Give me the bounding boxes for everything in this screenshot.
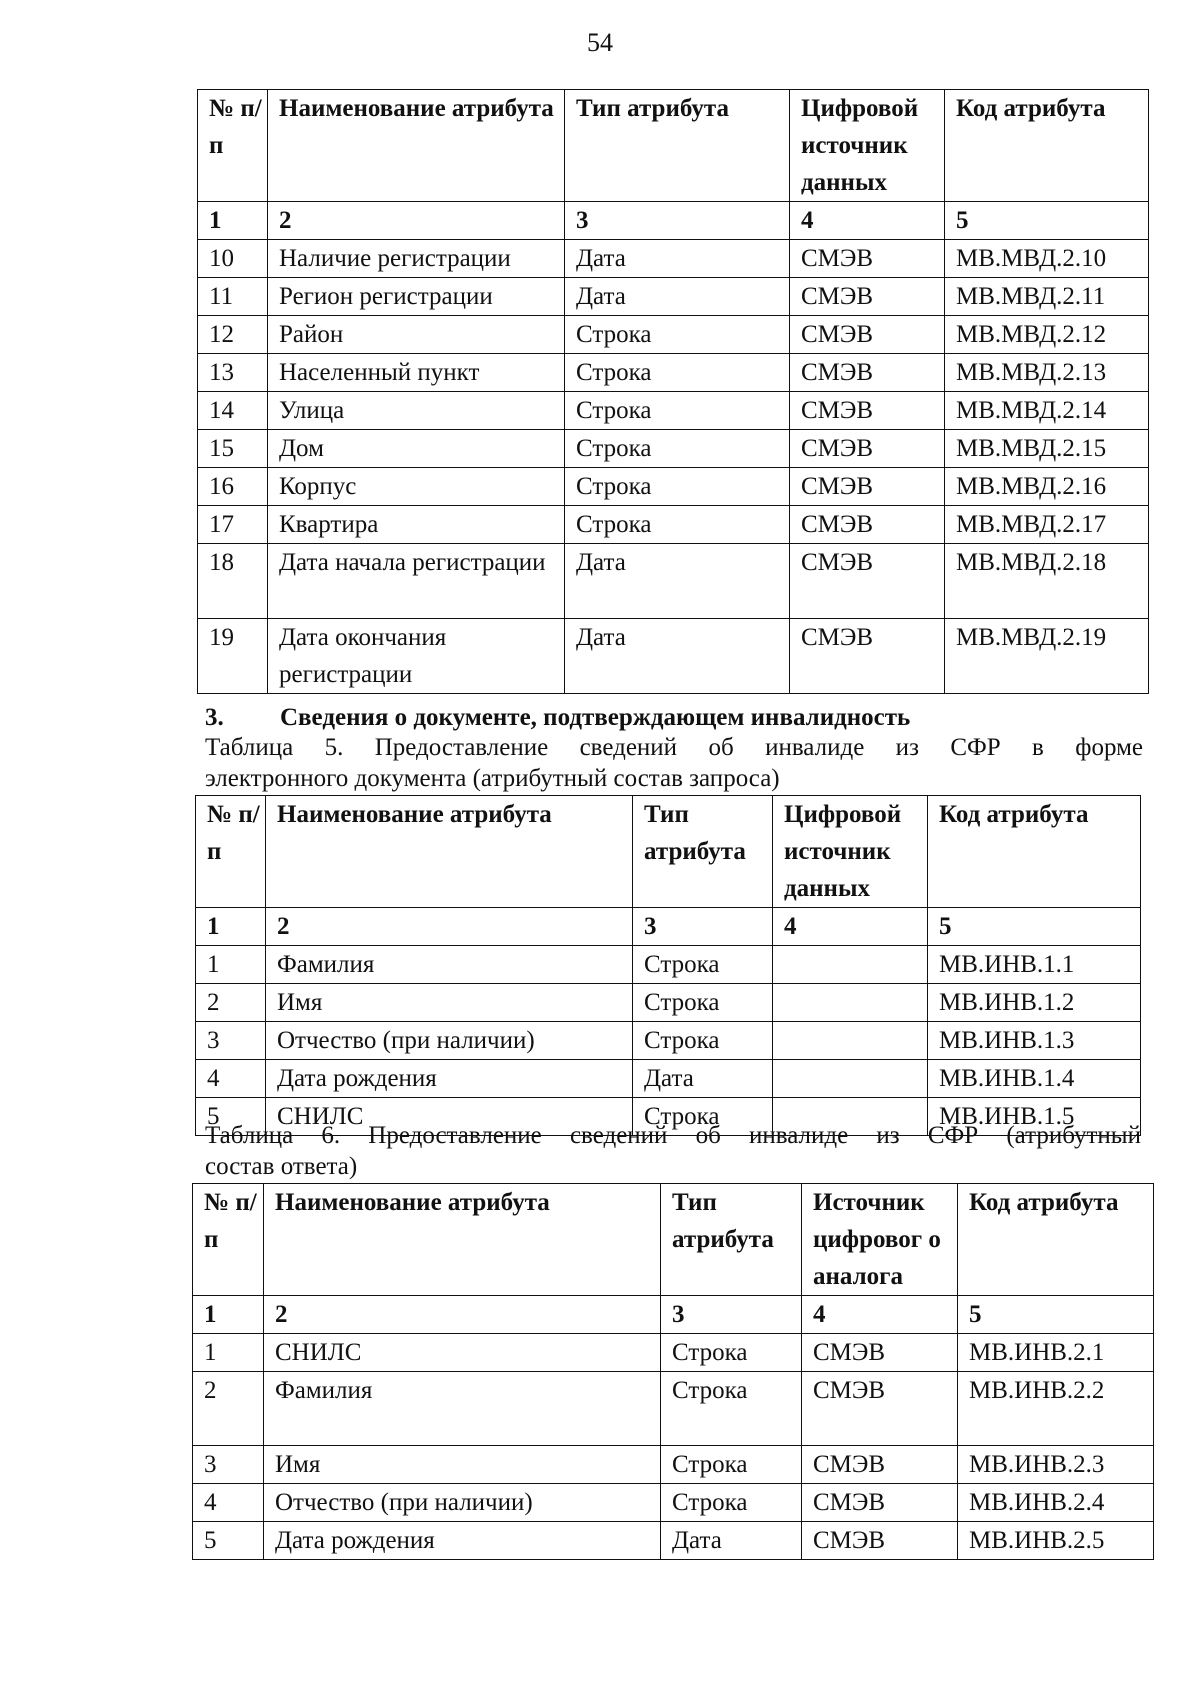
col-type-text: 3 <box>672 1301 685 1328</box>
col-source-text: СМЭВ <box>813 1489 886 1516</box>
col-name-text: Наименование атрибута <box>279 95 554 122</box>
col-type-text: 3 <box>644 913 657 940</box>
col-code-text: МВ.ИНВ.2.2 <box>969 1377 1105 1404</box>
col-source-text: СМЭВ <box>801 549 874 576</box>
column-index-row-col-type <box>661 1296 802 1334</box>
col-number-text: 18 <box>209 549 234 576</box>
col-code-text: МВ.МВД.2.18 <box>956 549 1107 576</box>
col-type-text: Строка <box>672 1489 748 1516</box>
table-row-col-number <box>193 1446 264 1484</box>
col-name-text: Отчество (при наличии) <box>275 1489 533 1516</box>
col-number-text: 11 <box>209 283 234 310</box>
section-heading <box>205 704 1165 732</box>
header-row-col-number <box>196 796 266 908</box>
table-row <box>196 1022 1141 1060</box>
table5-caption-line2: электронного документа (атрибутный состав запроса) <box>205 765 780 792</box>
table5-caption-line1: Таблица 5. Предоставление сведений об инвалиде из СФР в форме <box>205 734 1143 761</box>
table-row-col-code <box>958 1372 1154 1446</box>
col-source-text: СМЭВ <box>801 435 874 462</box>
table6-caption <box>205 1120 1141 1182</box>
table-row-col-name <box>264 1522 661 1560</box>
table-row-col-source <box>790 468 945 506</box>
col-number-text: 15 <box>209 435 234 462</box>
col-name-text: Дата окончания регистрации <box>279 624 447 688</box>
table-row <box>193 1522 1154 1560</box>
col-type-text: Дата <box>576 549 626 576</box>
col-type-text: Строка <box>672 1339 748 1366</box>
table-row-col-name <box>266 1022 633 1060</box>
table-row-col-type <box>633 984 773 1022</box>
table-row-col-number <box>198 278 268 316</box>
header-row-col-code <box>945 90 1149 202</box>
table-row <box>198 468 1149 506</box>
header-row-col-name <box>268 90 565 202</box>
table-row-col-name <box>268 468 565 506</box>
table-row-col-number <box>196 1022 266 1060</box>
col-code-text: МВ.ИНВ.1.3 <box>939 1027 1075 1054</box>
col-type-text: Тип атрибута <box>644 801 746 865</box>
table-row-col-source <box>773 946 928 984</box>
table-row-col-number <box>193 1522 264 1560</box>
col-number-text: № п/п <box>209 95 262 159</box>
table-row-col-type <box>565 506 790 544</box>
table-row <box>198 392 1149 430</box>
col-name-text: Район <box>279 321 344 348</box>
table-row-col-type <box>661 1522 802 1560</box>
table-row-col-name <box>266 946 633 984</box>
col-source-text: СМЭВ <box>813 1339 886 1366</box>
table-row-col-source <box>790 430 945 468</box>
table-row <box>196 984 1141 1022</box>
table-row-col-number <box>198 544 268 619</box>
header-row-col-source <box>802 1184 958 1296</box>
col-source-text: СМЭВ <box>813 1377 886 1404</box>
col-code-text: МВ.МВД.2.13 <box>956 359 1107 386</box>
col-name-text: 2 <box>275 1301 288 1328</box>
table-row-col-source <box>790 506 945 544</box>
table-row-col-name <box>268 278 565 316</box>
col-source-text: Цифровой источник данных <box>801 95 919 196</box>
column-index-row-col-code <box>958 1296 1154 1334</box>
col-name-text: Фамилия <box>275 1377 373 1404</box>
col-type-text: Строка <box>576 435 652 462</box>
table-row-col-source <box>790 278 945 316</box>
table-row-col-code <box>945 544 1149 619</box>
col-source-text: СМЭВ <box>801 511 874 538</box>
col-source-text: СМЭВ <box>801 283 874 310</box>
col-name-text: Квартира <box>279 511 379 538</box>
col-type-text: Строка <box>576 511 652 538</box>
table-row <box>198 354 1149 392</box>
header-row-col-name <box>264 1184 661 1296</box>
table-row-col-name <box>268 430 565 468</box>
table-row-col-source <box>790 316 945 354</box>
table-row <box>198 430 1149 468</box>
table-row-col-type <box>565 316 790 354</box>
table-row-col-type <box>565 240 790 278</box>
col-name-text: Дата рождения <box>277 1065 437 1092</box>
column-index-row-col-number <box>198 202 268 240</box>
header-row-col-number <box>198 90 268 202</box>
header-row-col-type <box>565 90 790 202</box>
table-row-col-source <box>773 1022 928 1060</box>
col-name-text: Имя <box>275 1451 321 1478</box>
column-index-row <box>193 1296 1154 1334</box>
column-index-row <box>196 908 1141 946</box>
col-name-text: СНИЛС <box>275 1339 362 1366</box>
column-index-row-col-name <box>268 202 565 240</box>
column-index-row-col-source <box>790 202 945 240</box>
table-row-col-code <box>945 619 1149 694</box>
header-row-col-type <box>633 796 773 908</box>
table-row-col-code <box>958 1334 1154 1372</box>
table-row-col-name <box>268 316 565 354</box>
table-row-col-number <box>196 1060 266 1098</box>
table-row-col-source <box>802 1446 958 1484</box>
column-index-row-col-type <box>565 202 790 240</box>
disability-request-table <box>195 795 1141 1136</box>
table-row-col-number <box>198 392 268 430</box>
table-row-col-type <box>565 468 790 506</box>
col-code-text: МВ.ИНВ.1.1 <box>939 951 1075 978</box>
table-row-col-number <box>196 984 266 1022</box>
col-type-text: 3 <box>576 207 589 234</box>
table-row-col-code <box>945 278 1149 316</box>
table-row-col-type <box>565 619 790 694</box>
col-number-text: 1 <box>207 951 220 978</box>
col-number-text: 5 <box>207 1103 220 1130</box>
table-row <box>193 1446 1154 1484</box>
col-number-text: 5 <box>204 1527 217 1554</box>
col-number-text: 1 <box>207 913 220 940</box>
col-number-text: 1 <box>209 207 222 234</box>
header-row-col-source <box>773 796 928 908</box>
table-row-col-name <box>268 544 565 619</box>
table-row-col-number <box>198 354 268 392</box>
table-row-col-type <box>565 278 790 316</box>
table6-caption-line1: Таблица 6. Предоставление сведений об инвалиде из СФР (атрибутный <box>205 1122 1141 1149</box>
col-type-text: Строка <box>576 321 652 348</box>
section-number: 3. <box>205 704 224 731</box>
col-number-text: 13 <box>209 359 234 386</box>
table-row-col-code <box>945 430 1149 468</box>
table-row-col-name <box>268 240 565 278</box>
header-row <box>196 796 1141 908</box>
col-type-text: Строка <box>644 951 720 978</box>
table-row-col-code <box>928 1060 1141 1098</box>
col-type-text: Дата <box>644 1065 694 1092</box>
col-code-text: МВ.МВД.2.15 <box>956 435 1107 462</box>
column-index-row-col-name <box>266 908 633 946</box>
column-index-row-col-number <box>193 1296 264 1334</box>
col-code-text: МВ.ИНВ.2.1 <box>969 1339 1105 1366</box>
table-row-col-source <box>790 544 945 619</box>
table-row-col-name <box>264 1446 661 1484</box>
col-source-text: 4 <box>801 207 814 234</box>
header-row-col-source <box>790 90 945 202</box>
col-name-text: Наименование атрибута <box>275 1189 550 1216</box>
col-name-text: 2 <box>279 207 292 234</box>
col-source-text: Цифровой источник данных <box>784 801 902 902</box>
table-row-col-number <box>193 1334 264 1372</box>
table-row <box>193 1334 1154 1372</box>
header-row-col-type <box>661 1184 802 1296</box>
table-row <box>193 1484 1154 1522</box>
col-number-text: 16 <box>209 473 234 500</box>
col-code-text: 5 <box>956 207 969 234</box>
column-index-row-col-number <box>196 908 266 946</box>
col-name-text: Населенный пункт <box>279 359 480 386</box>
table5-caption <box>205 732 1143 794</box>
table-row-col-number <box>198 430 268 468</box>
col-number-text: 10 <box>209 245 234 272</box>
table-row-col-number <box>198 468 268 506</box>
table-row-col-source <box>790 392 945 430</box>
col-number-text: 3 <box>207 1027 220 1054</box>
table-row-col-name <box>268 392 565 430</box>
table-row-col-source <box>790 354 945 392</box>
table-row-col-code <box>928 1022 1141 1060</box>
col-source-text: СМЭВ <box>801 624 874 651</box>
col-code-text: 5 <box>969 1301 982 1328</box>
col-source-text: СМЭВ <box>813 1527 886 1554</box>
col-number-text: № п/п <box>207 801 260 865</box>
header-row-col-number <box>193 1184 264 1296</box>
col-source-text: СМЭВ <box>813 1451 886 1478</box>
table-row-col-type <box>633 946 773 984</box>
table-row-col-code <box>945 468 1149 506</box>
table-row-col-code <box>945 506 1149 544</box>
col-name-text: Корпус <box>279 473 357 500</box>
col-type-text: Тип атрибута <box>672 1189 774 1253</box>
col-type-text: Дата <box>576 245 626 272</box>
table-row-col-type <box>565 544 790 619</box>
header-row-col-code <box>958 1184 1154 1296</box>
header-row <box>193 1184 1154 1296</box>
col-source-text: СМЭВ <box>801 321 874 348</box>
col-source-text: СМЭВ <box>801 473 874 500</box>
col-type-text: Дата <box>672 1527 722 1554</box>
table-row-col-number <box>193 1372 264 1446</box>
col-number-text: 4 <box>204 1489 217 1516</box>
table-row-col-code <box>958 1446 1154 1484</box>
page-number: 54 <box>587 28 613 57</box>
col-name-text: 2 <box>277 913 290 940</box>
col-source-text: СМЭВ <box>801 245 874 272</box>
table6-caption-line2: состав ответа) <box>205 1153 358 1180</box>
table-row-col-source <box>802 1484 958 1522</box>
col-name-text: Дом <box>279 435 324 462</box>
table-row <box>198 278 1149 316</box>
disability-response-table <box>192 1183 1154 1560</box>
table-row-col-number <box>198 619 268 694</box>
col-number-text: 2 <box>204 1377 217 1404</box>
table-row-col-code <box>945 354 1149 392</box>
table-row-col-code <box>945 316 1149 354</box>
col-source-text: СМЭВ <box>801 397 874 424</box>
table-row-col-name <box>264 1372 661 1446</box>
table-row-col-type <box>661 1372 802 1446</box>
col-name-text: Отчество (при наличии) <box>277 1027 535 1054</box>
table-row-col-type <box>661 1334 802 1372</box>
col-name-text: Наличие регистрации <box>279 245 511 272</box>
col-code-text: МВ.ИНВ.2.4 <box>969 1489 1105 1516</box>
header-row-col-code <box>928 796 1141 908</box>
table-row-col-code <box>945 392 1149 430</box>
header-row-col-name <box>266 796 633 908</box>
col-source-text: Источник цифровог о аналога <box>813 1189 941 1290</box>
col-type-text: Строка <box>576 359 652 386</box>
table-row-col-source <box>802 1334 958 1372</box>
col-code-text: МВ.МВД.2.10 <box>956 245 1107 272</box>
table-row-col-type <box>565 430 790 468</box>
col-type-text: Строка <box>644 989 720 1016</box>
col-type-text: Строка <box>576 397 652 424</box>
col-code-text: МВ.ИНВ.2.3 <box>969 1451 1105 1478</box>
table-row-col-number <box>193 1484 264 1522</box>
col-number-text: № п/п <box>204 1189 257 1253</box>
table-row-col-type <box>661 1484 802 1522</box>
col-code-text: МВ.МВД.2.16 <box>956 473 1107 500</box>
col-number-text: 1 <box>204 1339 217 1366</box>
col-type-text: Строка <box>644 1027 720 1054</box>
column-index-row-col-type <box>633 908 773 946</box>
col-type-text: Дата <box>576 283 626 310</box>
table-row-col-type <box>633 1022 773 1060</box>
col-name-text: Улица <box>279 397 345 424</box>
col-code-text: МВ.МВД.2.11 <box>956 283 1106 310</box>
table-row-col-source <box>773 984 928 1022</box>
col-code-text: МВ.МВД.2.14 <box>956 397 1107 424</box>
table-row-col-source <box>802 1522 958 1560</box>
header-row <box>198 90 1149 202</box>
table-row <box>196 946 1141 984</box>
table-row <box>198 316 1149 354</box>
table-row-col-name <box>268 619 565 694</box>
table-row-col-type <box>633 1060 773 1098</box>
table-row-col-code <box>928 946 1141 984</box>
table-row-col-code <box>945 240 1149 278</box>
col-type-text: Строка <box>672 1377 748 1404</box>
col-number-text: 1 <box>204 1301 217 1328</box>
col-code-text: 5 <box>939 913 952 940</box>
registration-attributes-table <box>197 89 1149 694</box>
col-name-text: Дата начала регистрации <box>279 549 546 576</box>
table-row <box>193 1372 1154 1446</box>
col-number-text: 2 <box>207 989 220 1016</box>
table-row-col-source <box>773 1060 928 1098</box>
table-row <box>198 619 1149 694</box>
col-source-text: 4 <box>813 1301 826 1328</box>
table-row-col-source <box>790 240 945 278</box>
table-row <box>198 506 1149 544</box>
table-row-col-number <box>198 506 268 544</box>
col-type-text: Строка <box>672 1451 748 1478</box>
column-index-row-col-code <box>945 202 1149 240</box>
table-row-col-source <box>802 1372 958 1446</box>
table-row-col-number <box>198 316 268 354</box>
table-row-col-code <box>928 984 1141 1022</box>
col-code-text: МВ.МВД.2.12 <box>956 321 1107 348</box>
col-code-text: МВ.ИНВ.1.5 <box>939 1103 1075 1130</box>
table-row-col-name <box>268 354 565 392</box>
col-code-text: Код атрибута <box>956 95 1106 122</box>
section-title: Сведения о документе, подтверждающем инвалидность <box>280 704 911 731</box>
col-source-text: 4 <box>784 913 797 940</box>
table-row <box>196 1060 1141 1098</box>
table-row-col-source <box>790 619 945 694</box>
column-index-row-col-name <box>264 1296 661 1334</box>
column-index-row-col-source <box>802 1296 958 1334</box>
table-row-col-type <box>661 1446 802 1484</box>
col-type-text: Строка <box>576 473 652 500</box>
col-source-text: СМЭВ <box>801 359 874 386</box>
col-number-text: 4 <box>207 1065 220 1092</box>
table-row-col-number <box>196 946 266 984</box>
col-code-text: Код атрибута <box>969 1189 1119 1216</box>
column-index-row-col-code <box>928 908 1141 946</box>
table-row-col-name <box>266 1060 633 1098</box>
table-row-col-type <box>565 392 790 430</box>
col-type-text: Тип атрибута <box>576 95 729 122</box>
table-row-col-number <box>198 240 268 278</box>
col-code-text: МВ.ИНВ.1.4 <box>939 1065 1075 1092</box>
table-row-col-code <box>958 1484 1154 1522</box>
col-name-text: Имя <box>277 989 323 1016</box>
col-code-text: МВ.МВД.2.17 <box>956 511 1107 538</box>
col-code-text: МВ.ИНВ.2.5 <box>969 1527 1105 1554</box>
col-code-text: Код атрибута <box>939 801 1089 828</box>
col-name-text: Дата рождения <box>275 1527 435 1554</box>
col-type-text: Строка <box>644 1103 720 1130</box>
table-row-col-code <box>958 1522 1154 1560</box>
table-row-col-type <box>565 354 790 392</box>
col-number-text: 3 <box>204 1451 217 1478</box>
table-row-col-name <box>266 984 633 1022</box>
table-row <box>198 240 1149 278</box>
table-row-col-name <box>264 1334 661 1372</box>
col-type-text: Дата <box>576 624 626 651</box>
table-row-col-name <box>268 506 565 544</box>
col-number-text: 12 <box>209 321 234 348</box>
col-number-text: 17 <box>209 511 234 538</box>
column-index-row <box>198 202 1149 240</box>
col-name-text: Регион регистрации <box>279 283 493 310</box>
col-name-text: Наименование атрибута <box>277 801 552 828</box>
col-code-text: МВ.МВД.2.19 <box>956 624 1107 651</box>
table-row <box>198 544 1149 619</box>
col-name-text: СНИЛС <box>277 1103 364 1130</box>
table-row-col-name <box>264 1484 661 1522</box>
col-code-text: МВ.ИНВ.1.2 <box>939 989 1075 1016</box>
column-index-row-col-source <box>773 908 928 946</box>
col-number-text: 19 <box>209 624 234 651</box>
col-number-text: 14 <box>209 397 234 424</box>
col-name-text: Фамилия <box>277 951 375 978</box>
